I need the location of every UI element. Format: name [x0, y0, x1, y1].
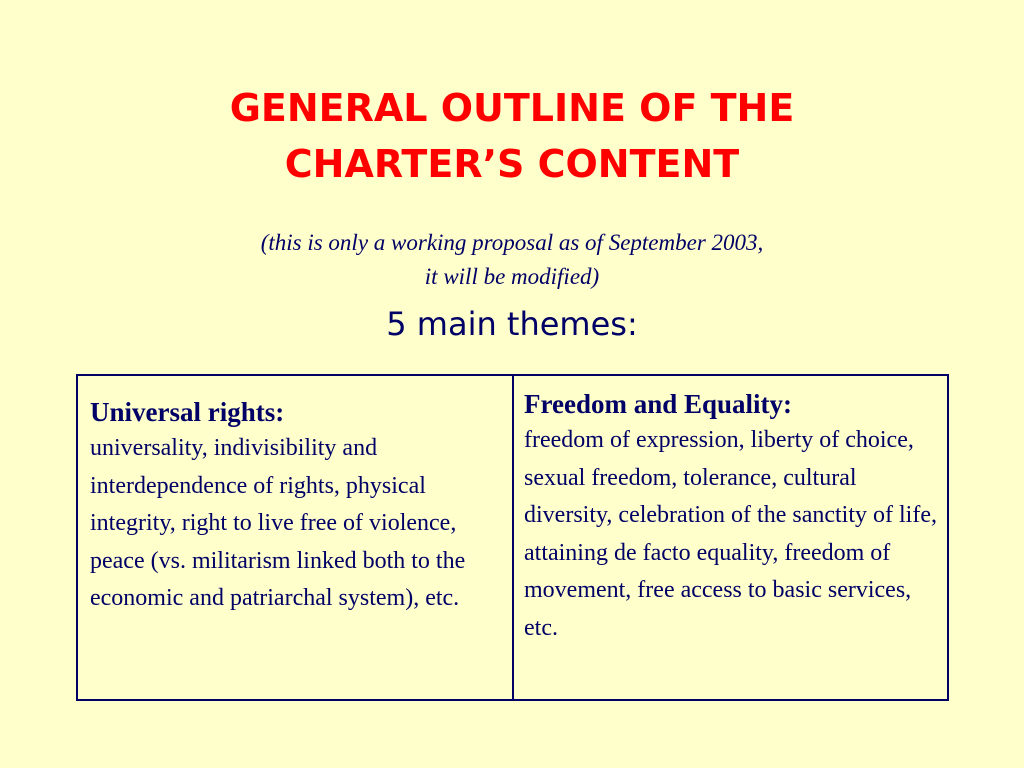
- slide-title-line-1: GENERAL OUTLINE OF THE: [229, 86, 795, 130]
- themes-heading: 5 main themes:: [386, 305, 638, 343]
- slide-subtitle-line-2: it will be modified): [424, 264, 600, 289]
- cell-body: universality, indivisibility and interdependence of rights, physical integrity, right to live free of violence, peace (vs. militarism linked both to the economic and patriarchal system), etc.: [90, 435, 466, 611]
- cell-heading: Freedom and Equality:: [524, 389, 793, 419]
- themes-table: [76, 374, 949, 701]
- cell-body: freedom of expression, liberty of choice, sexual freedom, tolerance, cultural diversity, celebration of the sanctity of life, attaining de facto equality, freedom of movement, free access to basic services, etc.: [524, 427, 937, 641]
- slide-subtitle-line-1: (this is only a working proposal as of September 2003,: [260, 230, 764, 255]
- slide-title-line-2: CHARTER’S CONTENT: [284, 142, 740, 186]
- slide-subtitle: [0, 226, 1024, 294]
- table-cell-universal-rights: [78, 376, 514, 699]
- table-cell-freedom-equality: [514, 376, 947, 699]
- cell-heading: Universal rights:: [90, 397, 285, 427]
- slide-title: [0, 80, 1024, 192]
